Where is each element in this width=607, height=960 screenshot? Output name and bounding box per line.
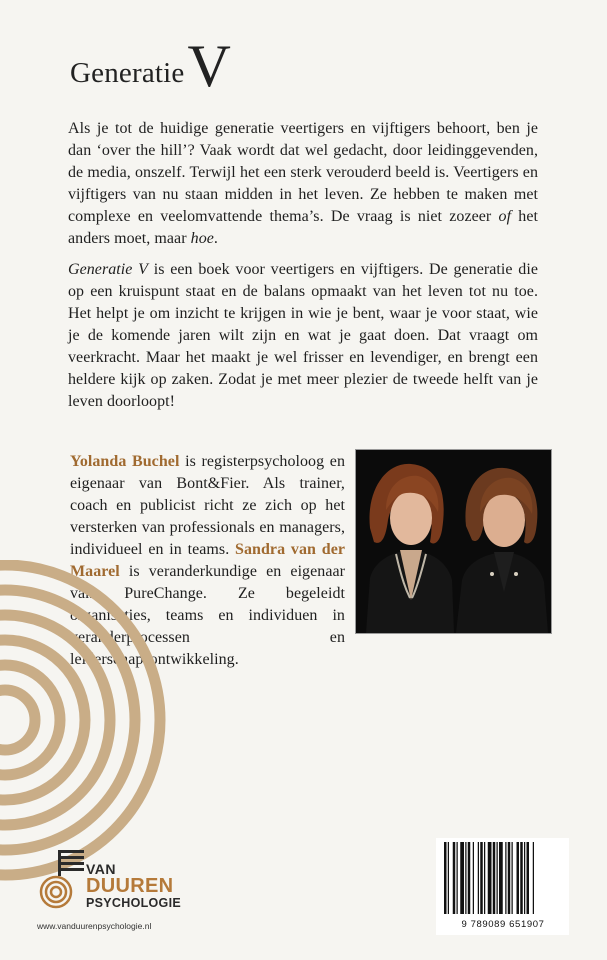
barcode-bars	[436, 838, 569, 918]
description-paragraph	[68, 259, 538, 413]
barcode-bar	[524, 842, 525, 914]
author1-name: Yolanda Buchel	[70, 453, 180, 470]
barcode-bar	[493, 842, 496, 914]
barcode-number: 9 789089 651907	[461, 919, 545, 930]
publisher-url[interactable]: www.vanduurenpsychologie.nl	[37, 921, 152, 931]
barcode-bar	[465, 842, 466, 914]
barcode-bar	[457, 842, 458, 914]
description-book-title: Generatie V	[68, 261, 148, 278]
barcode-bar	[460, 842, 464, 914]
barcode-bar	[508, 842, 511, 914]
intro-text-end: .	[213, 230, 218, 247]
barcode-bar	[497, 842, 498, 914]
author2-name: Sandra van der Maarel	[70, 541, 345, 580]
barcode-bar	[478, 842, 479, 914]
barcode-bar	[473, 842, 474, 914]
barcode-bar	[453, 842, 456, 914]
barcode-bar	[512, 842, 513, 914]
intro-paragraph	[68, 118, 538, 250]
author1-bio: is registerpsycholoog en eigenaar van Bont&Fier. Als trainer, coach en publicist richt ze zich op het versterken van professionals en managers, individueel en in teams.	[70, 453, 345, 558]
title-word: Generatie	[70, 57, 185, 89]
author-photo-illustration	[356, 450, 551, 633]
barcode-bar	[520, 842, 523, 914]
barcode-bar	[533, 842, 534, 914]
intro-text-mid: het anders moet, maar	[68, 208, 539, 247]
author2-bio: is veranderkundige en eigenaar van PureChange. Ze begeleidt organisaties, teams en individuen in veranderprocessen en leiderschapsontwikkeling.	[70, 563, 345, 668]
publisher-name-line2: DUUREN	[86, 875, 174, 897]
intro-text: Als je tot de huidige generatie veertigers en vijftigers behoort, ben je dan ‘over the hill’? Vaak wordt dat wel gedacht, door leidinggevenden, de media, onszelf. Terwijl het een sterk verouderd beeld is. Veertigers en vijftigers van nu staan midden in het leven. Ze hebben te maken met complexe en veelomvattende thema’s. De vraag is niet zozeer	[68, 120, 538, 225]
barcode-bar	[499, 842, 503, 914]
barcode-bar	[468, 842, 471, 914]
barcode-bar	[488, 842, 492, 914]
barcode-bar	[484, 842, 485, 914]
barcode-bar	[444, 842, 447, 914]
author-photo	[355, 449, 552, 634]
intro-italic-of: of	[498, 208, 512, 225]
barcode-bar	[480, 842, 483, 914]
book-title	[70, 33, 232, 99]
publisher-logo-icon	[36, 848, 86, 913]
description-text: is een boek voor veertigers en vijftigers. De generatie die op een kruispunt staat en de balans opmaakt van het leven tot nu toe. Het helpt je om inzicht te krijgen in wie je bent, waar je voor staat, wie je de komende jaren wilt zijn en wat je gaat doen. Dat vraagt om veerkracht. Maar het maakt je wel frisser en levendiger, en brengt een heldere kijk op zaken. Zodat je met meer plezier de tweede helft van je leven doorloopt!	[68, 261, 538, 410]
title-letter-v: V	[187, 33, 232, 99]
barcode-bar	[505, 842, 506, 914]
publisher-name-line3: PSYCHOLOGIE	[86, 896, 181, 910]
publisher-name-line1: VAN	[86, 861, 117, 877]
barcode-bar	[448, 842, 449, 914]
intro-italic-hoe: hoe	[190, 230, 214, 247]
barcode-bar	[527, 842, 530, 914]
barcode-bar	[517, 842, 520, 914]
